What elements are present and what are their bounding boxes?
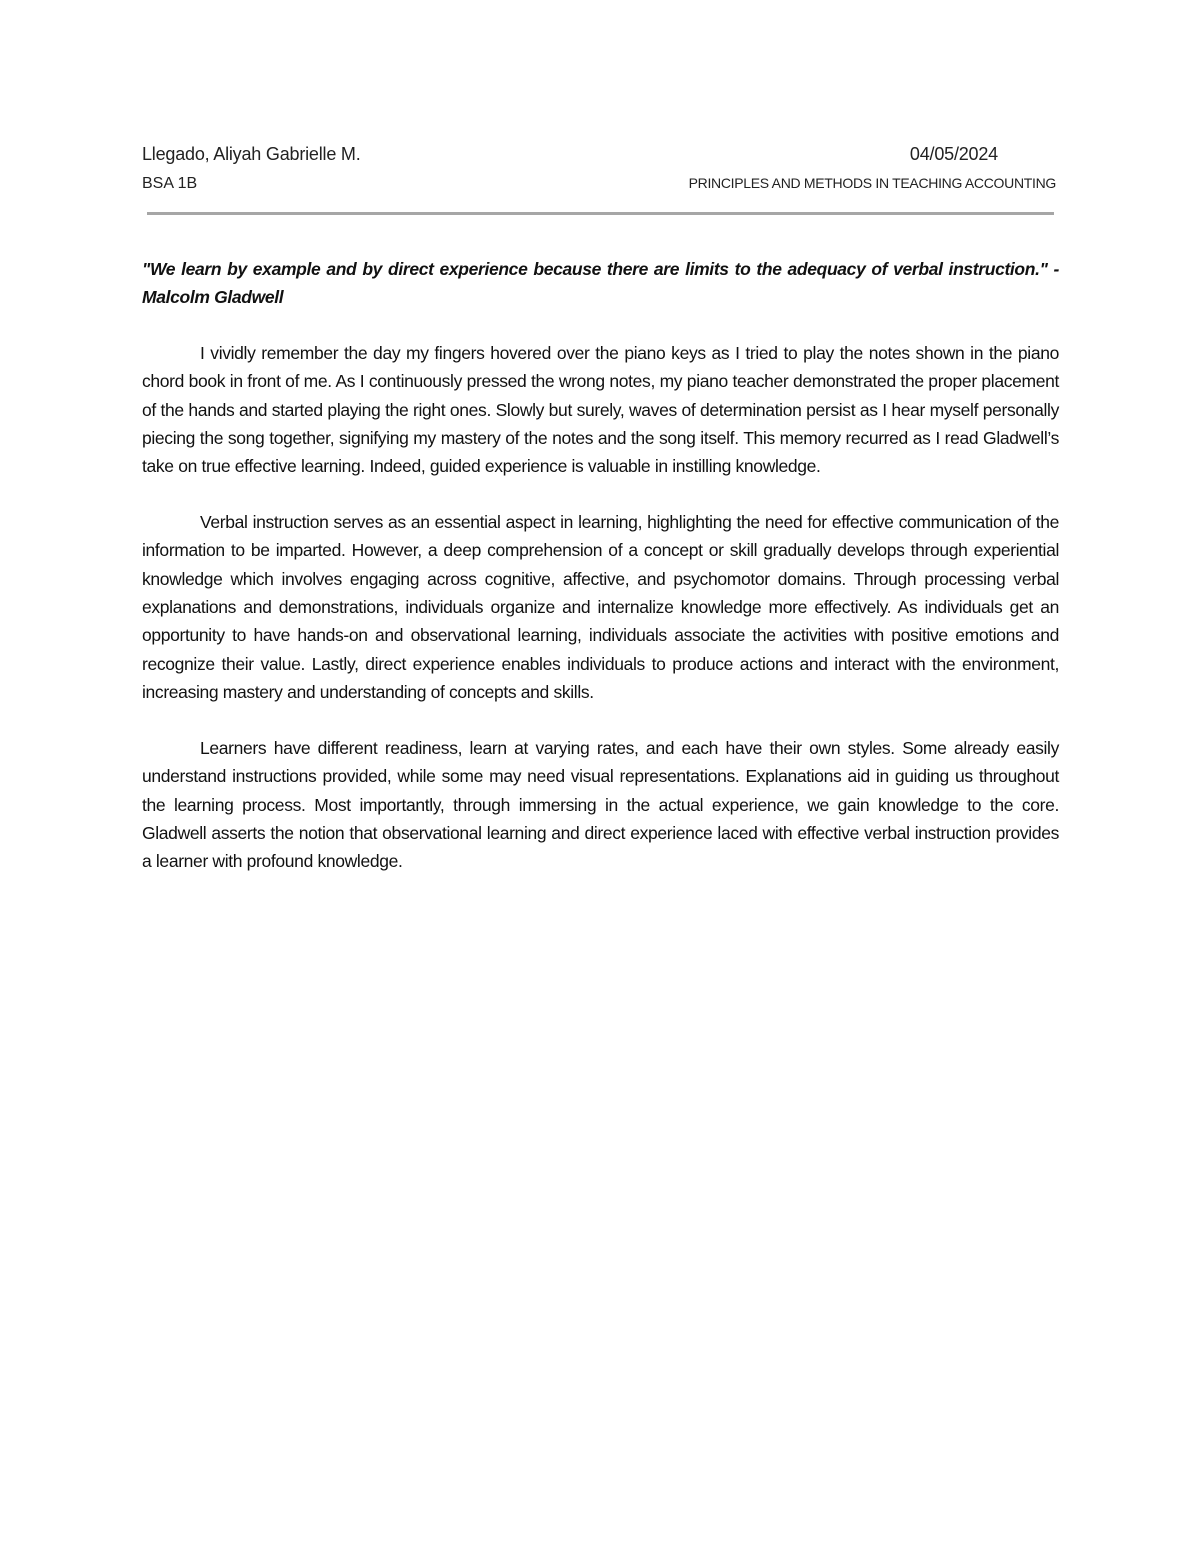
document-header — [142, 142, 1056, 195]
header-top-row — [142, 142, 1056, 166]
course-title: PRINCIPLES AND METHODS IN TEACHING ACCOUNTING — [688, 175, 1056, 191]
header-divider — [147, 212, 1054, 215]
student-name: Llegado, Aliyah Gabrielle M. — [142, 144, 361, 164]
paragraph-1: I vividly remember the day my fingers hovered over the piano keys as I tried to play the notes shown in the piano chord book in front of me. As I continuously pressed the wrong notes, my piano teacher demonstrated the proper placement of the hands and started playing the right ones. Slowly but surely, waves of determination persist as I hear myself personally piecing the song together, signifying my mastery of the notes and the song itself. This memory recurred as I read Gladwell’s take on true effective learning. Indeed, guided experience is valuable in instilling knowledge. — [142, 342, 1059, 477]
paragraph-2: Verbal instruction serves as an essential aspect in learning, highlighting the need for effective communication of the information to be imparted. However, a deep comprehension of a concept or skill gradually develops through experiential knowledge which involves engaging across cognitive, affective, and psychomotor domains. Through processing verbal explanations and demonstrations, individuals organize and internalize knowledge more effectively. As individuals get an opportunity to have hands-on and observational learning, individuals associate the activities with positive emotions and recognize their value. Lastly, direct experience enables individuals to produce actions and interact with the environment, increasing mastery and understanding of concepts and skills. — [142, 511, 1059, 703]
paragraph-3: Learners have different readiness, learn at varying rates, and each have their own styles. Some already easily understand instructions provided, while some may need visual representations. Explanations aid in guiding us throughout the learning process. Most importantly, through immersing in the actual experience, we gain knowledge to the core. Gladwell asserts the notion that observational learning and direct experience laced with effective verbal instruction provides a learner with profound knowledge. — [142, 737, 1059, 872]
header-bottom-row — [142, 166, 1056, 195]
opening-quote: "We learn by example and by direct experience because there are limits to the adequacy of verbal instruction." - Malcolm Gladwell — [142, 259, 1059, 308]
document-date: 04/05/2024 — [909, 144, 998, 164]
reflection-content — [142, 255, 1059, 903]
student-section: BSA 1B — [142, 175, 198, 192]
